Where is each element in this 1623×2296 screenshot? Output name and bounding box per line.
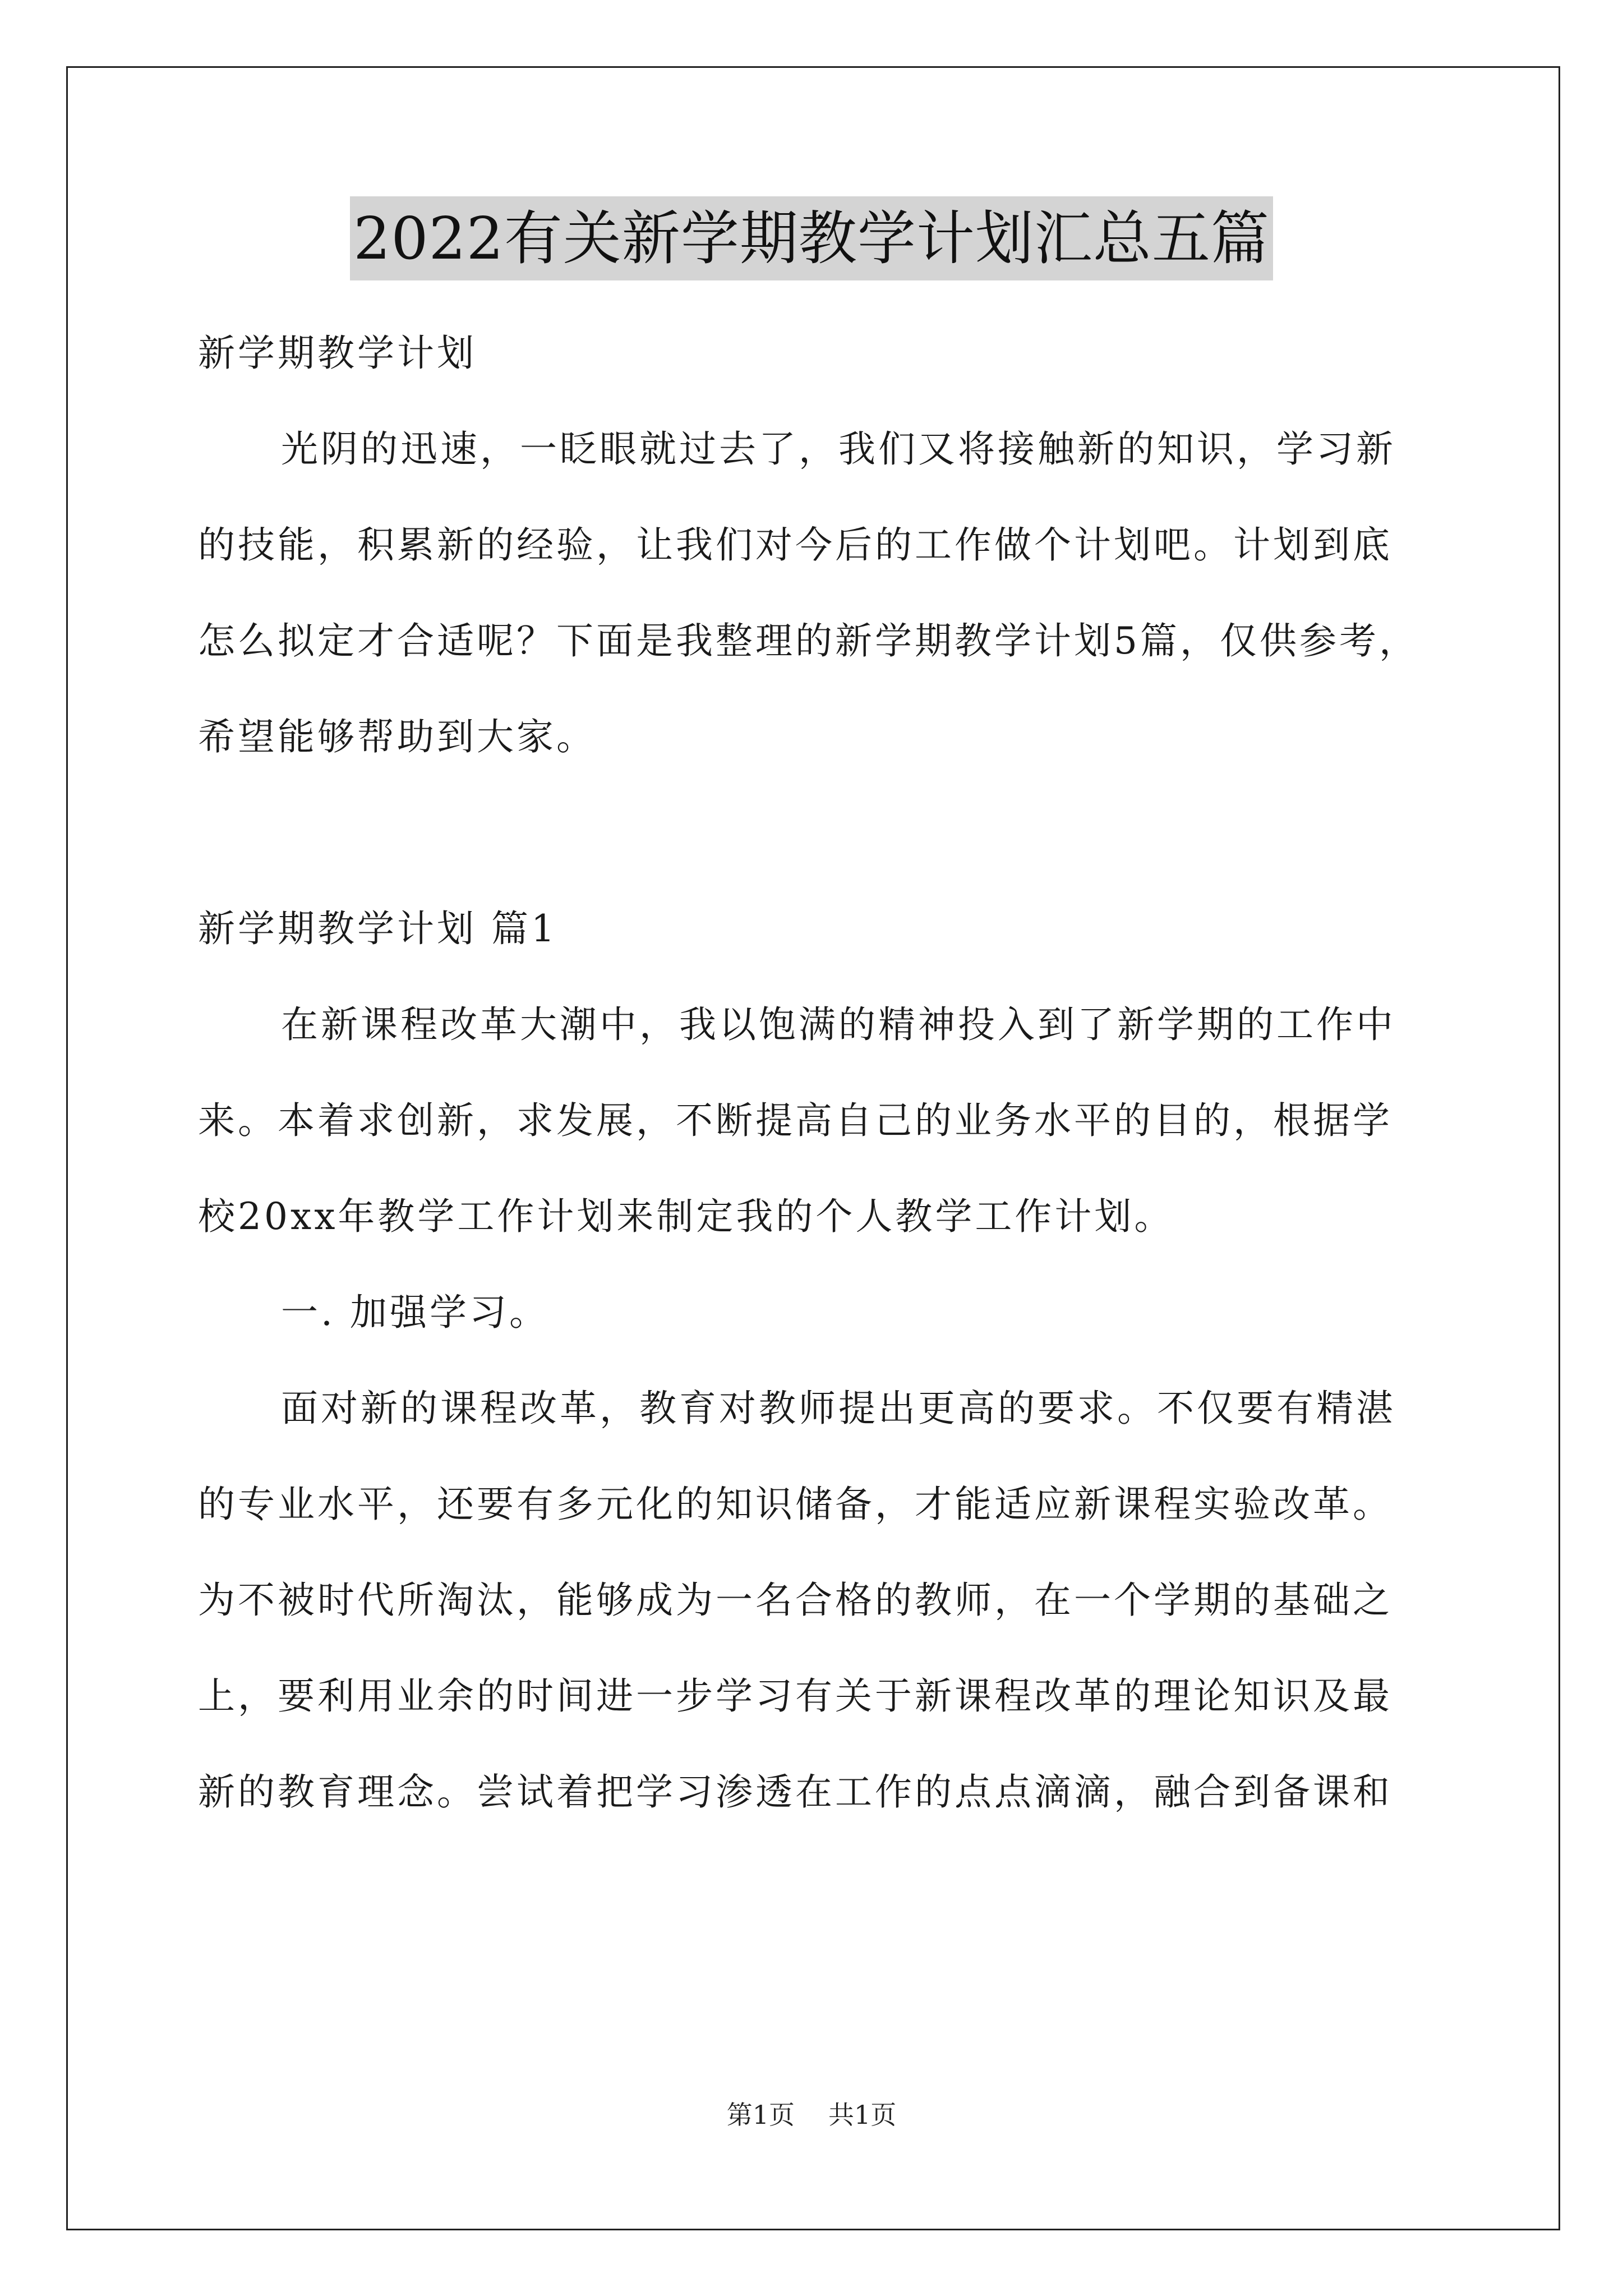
paragraph-line: 面对新的课程改革，教育对教师提出更高的要求。不仅要有精湛 [281,1387,1396,1430]
document-title: 2022有关新学期教学计划汇总五篇 [350,196,1273,280]
document-body [198,311,1460,1846]
section-heading-part1: 新学期教学计划 篇1 [198,907,557,950]
list-heading: 一. 加强学习。 [281,1291,549,1334]
paragraph-line: 怎么拟定才合适呢？下面是我整理的新学期教学计划5篇，仅供参考， [198,619,1419,662]
paragraph-line: 上，要利用业余的时间进一步学习有关于新课程改革的理论知识及最 [198,1674,1393,1718]
paragraph-line: 来。本着求创新，求发展，不断提高自己的业务水平的目的，根据学 [198,1099,1393,1142]
paragraph-line: 为不被时代所淘汰，能够成为一名合格的教师，在一个学期的基础之 [198,1579,1393,1622]
paragraph-gap [198,791,1460,887]
page-total: 共1页 [828,2100,897,2130]
paragraph-line: 的技能，积累新的经验，让我们对今后的工作做个计划吧。计划到底 [198,523,1393,567]
paragraph-line: 的专业水平，还要有多元化的知识储备，才能适应新课程实验改革。 [198,1483,1393,1526]
title-container [0,196,1623,280]
section-heading-intro: 新学期教学计划 [198,332,477,375]
paragraph-line: 新的教育理念。尝试着把学习渗透在工作的点点滴滴，融合到备课和 [198,1770,1393,1814]
page-number: 第1页 [726,2100,795,2130]
page-footer [0,2098,1623,2132]
paragraph-line: 光阴的迅速，一眨眼就过去了，我们又将接触新的知识，学习新 [281,427,1396,471]
paragraph-line: 希望能够帮助到大家。 [198,715,596,758]
paragraph-line: 校20xx年教学工作计划来制定我的个人教学工作计划。 [198,1195,1174,1238]
paragraph-line: 在新课程改革大潮中，我以饱满的精神投入到了新学期的工作中 [281,1003,1396,1046]
